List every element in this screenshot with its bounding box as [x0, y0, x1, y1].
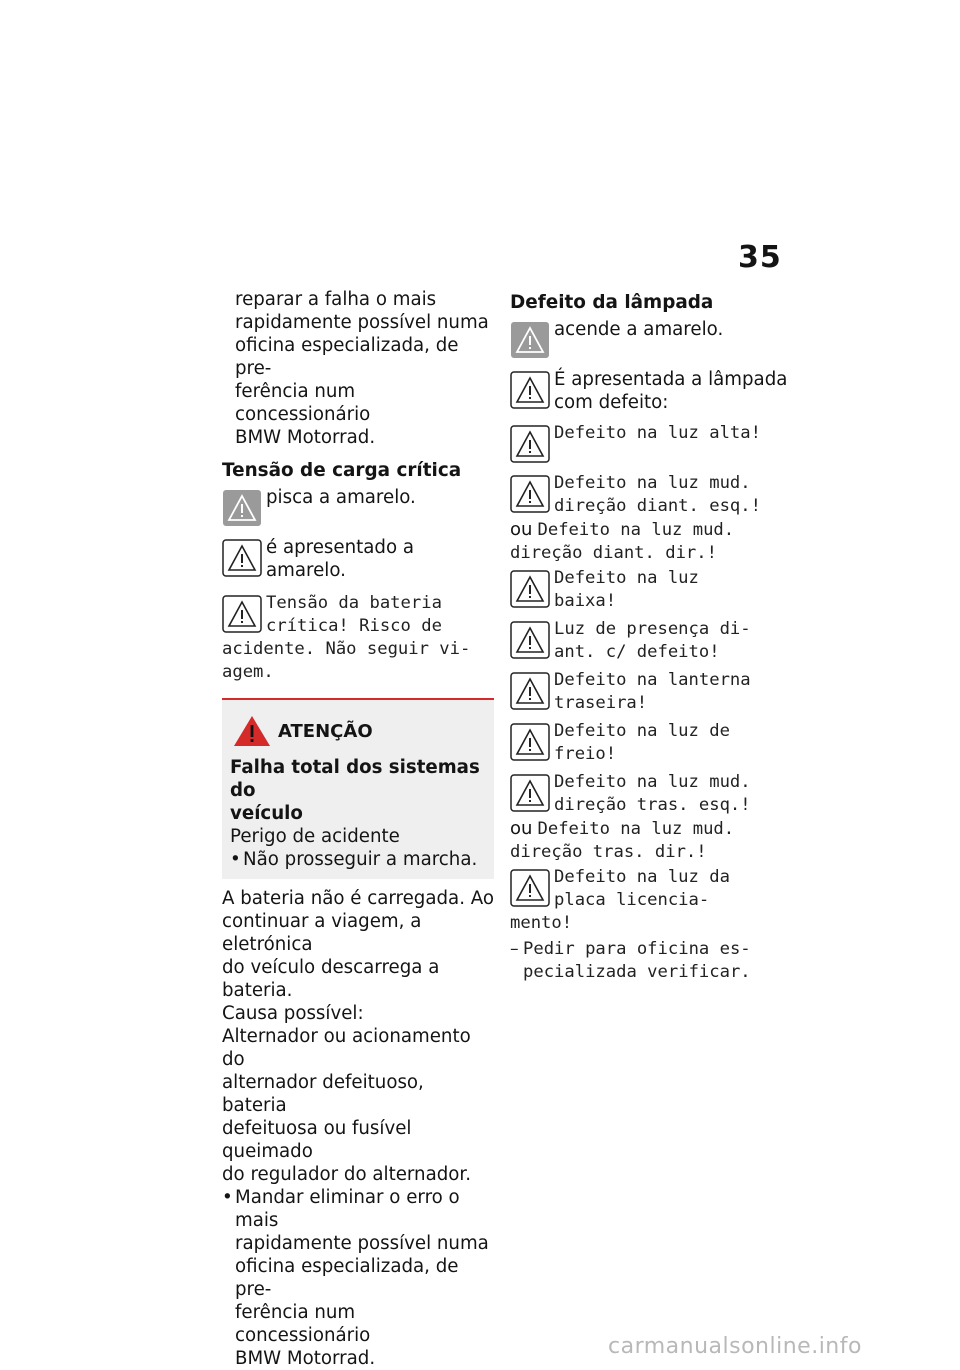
message-line: Luz de presença di-	[554, 619, 751, 639]
or-message	[510, 817, 790, 864]
lamp-message	[510, 771, 790, 817]
body-line: Alternador ou acionamento do	[222, 1026, 471, 1070]
intro-paragraph	[222, 288, 494, 449]
display-line: É apresentada a lâmpada	[554, 369, 788, 390]
caution-triangle-icon	[232, 714, 272, 748]
body-paragraph	[222, 887, 494, 1186]
action-line: Pedir para oficina es-	[523, 939, 751, 959]
display-line: com defeito:	[554, 392, 669, 413]
intro-line: rapidamente possível numa	[235, 312, 489, 333]
warning-display-icon	[222, 595, 262, 633]
body-line: do regulador do alternador.	[222, 1164, 471, 1185]
watermark: carmanualsonline.info	[608, 1334, 862, 1359]
warning-bullet: • Não prosseguir a marcha.	[230, 848, 486, 871]
warning-light-icon	[222, 489, 262, 527]
display-text: é apresentado a amarelo.	[266, 537, 414, 581]
warning-display-icon	[510, 570, 550, 608]
message-line: acidente. Não seguir vi-	[222, 639, 471, 659]
warning-title: ATENÇÃO	[278, 720, 373, 742]
action-bullet	[222, 1186, 494, 1370]
warning-display-icon	[510, 371, 550, 409]
warning-display-icon	[510, 475, 550, 513]
bullet-line: oficina especializada, de pre-	[235, 1256, 459, 1300]
warning-light-row	[222, 486, 494, 526]
warning-display-icon	[510, 621, 550, 659]
lamp-light-row	[510, 318, 790, 358]
message-line: direção tras. dir.!	[510, 842, 707, 862]
message-line: traseira!	[554, 693, 648, 713]
page-number: 35	[738, 240, 782, 275]
action-step	[510, 938, 790, 984]
plate-message	[510, 866, 790, 935]
message-line: Defeito na luz mud.	[537, 819, 735, 839]
message-line: agem.	[222, 662, 274, 682]
warning-display-icon	[510, 425, 550, 463]
message-line: Defeito na luz	[554, 568, 699, 588]
warning-display-icon	[510, 774, 550, 812]
message-line: Defeito na luz mud.	[537, 520, 735, 540]
section-title-voltage: Tensão de carga crítica	[222, 460, 462, 481]
lamp-message	[510, 567, 790, 613]
message-line: placa licencia-	[554, 890, 710, 910]
body-line: defeituosa ou fusível queimado	[222, 1118, 412, 1162]
section-title-lamp: Defeito da lâmpada	[510, 292, 714, 313]
message-line: Defeito na lanterna	[554, 670, 751, 690]
lamp-message	[510, 472, 790, 518]
message-line: Defeito na luz mud.	[554, 772, 751, 792]
message-line: direção diant. dir.!	[510, 543, 717, 563]
dash-marker: –	[510, 939, 519, 959]
or-word: ou	[510, 818, 533, 839]
lamp-message	[510, 422, 790, 462]
bullet-line: • Mandar eliminar o erro o mais	[235, 1187, 460, 1231]
message-line: Defeito na luz alta!	[554, 423, 761, 443]
lamp-message	[510, 720, 790, 766]
body-line: alternador defeituoso, bateria	[222, 1072, 424, 1116]
light-text: pisca a amarelo.	[266, 487, 416, 508]
message-line: freio!	[554, 744, 617, 764]
lamp-message	[510, 618, 790, 664]
warning-box	[222, 698, 494, 879]
intro-line: ferência num concessionário	[235, 381, 371, 425]
bullet-line: ferência num concessionário	[235, 1302, 371, 1346]
or-word: ou	[510, 519, 533, 540]
message-line: Defeito na luz de	[554, 721, 730, 741]
warning-display-icon	[222, 539, 262, 577]
message-line: crítica! Risco de	[266, 616, 442, 636]
message-line: Tensão da bateria	[266, 593, 442, 613]
right-column	[510, 288, 790, 984]
message-line: Defeito na luz da	[554, 867, 730, 887]
warning-body: Perigo de acidente	[230, 826, 400, 847]
warning-subtitle-line: veículo	[230, 803, 303, 824]
warning-light-icon	[510, 321, 550, 359]
or-message	[510, 518, 790, 565]
body-line: Causa possível:	[222, 1003, 364, 1024]
warning-display-icon	[510, 723, 550, 761]
body-line: A bateria não é carregada. Ao	[222, 888, 495, 909]
warning-subtitle-line: Falha total dos sistemas do	[230, 757, 480, 801]
message-line: direção diant. esq.!	[554, 496, 761, 516]
voltage-message	[222, 592, 494, 684]
bullet-line: rapidamente possível numa	[235, 1233, 489, 1254]
warning-display-icon	[510, 869, 550, 907]
intro-line: BMW Motorrad.	[235, 427, 376, 448]
body-line: continuar a viagem, a eletrónica	[222, 911, 422, 955]
display-row	[222, 536, 494, 582]
message-line: ant. c/ defeito!	[554, 642, 720, 662]
message-line: direção tras. esq.!	[554, 795, 751, 815]
warning-display-icon	[510, 672, 550, 710]
intro-line: oficina especializada, de pre-	[235, 335, 459, 379]
intro-line: reparar a falha o mais	[235, 289, 437, 310]
lamp-message	[510, 669, 790, 715]
lamp-light-text: acende a amarelo.	[554, 319, 724, 340]
left-column	[222, 288, 494, 1370]
message-line: mento!	[510, 913, 573, 933]
body-line: do veículo descarrega a bateria.	[222, 957, 440, 1001]
lamp-display-row	[510, 368, 790, 414]
message-line: Defeito na luz mud.	[554, 473, 751, 493]
action-line: pecializada verificar.	[523, 962, 751, 982]
bullet-line: BMW Motorrad.	[235, 1348, 376, 1369]
message-line: baixa!	[554, 591, 617, 611]
warning-subtitle	[230, 756, 486, 825]
